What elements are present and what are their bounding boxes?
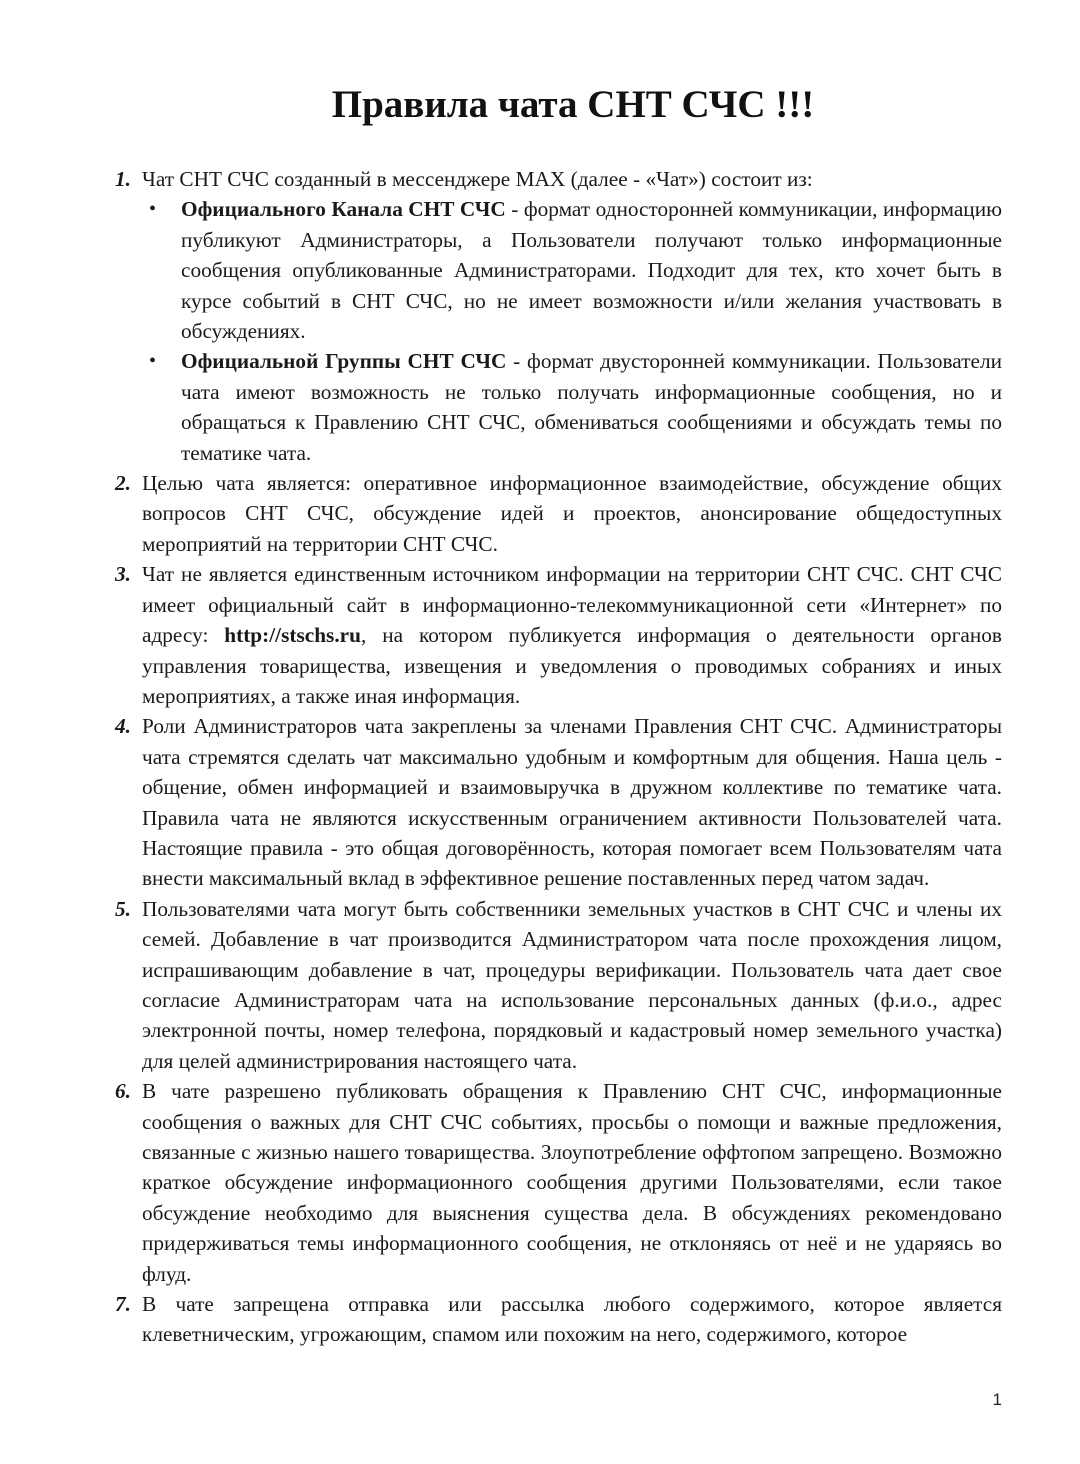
rule-text: Чат не является единственным источником информации на территории СНТ СЧС. СНТ СЧС имеет официальный сайт в информационно-телекоммуникационной сети «Интернет» по адресу:: [142, 562, 1002, 648]
page-number: 1: [992, 1390, 1002, 1409]
rule-text: Чат СНТ СЧС созданный в мессенджере MAX (далее - «Чат») состоит из:: [142, 167, 813, 191]
website-link[interactable]: http://stschs.ru: [224, 623, 361, 648]
bullet-item-channel: [142, 194, 1002, 346]
rule-text: В чате разрешено публиковать обращения к Правлению СНТ СЧС, информационные сообщения о важных для СНТ СЧС событиях, просьбы о помощи и важные предложения, связанные с жизнью нашего товарищества. Злоупотребление оффтопом запрещено. Возможно краткое обсуждение информационного сообщения другими Пользователями, если такое обсуждение необходимо для выяснения существа дела. В обсуждениях рекомендовано придерживаться темы информационного сообщения, не отклоняясь от неё и не ударяясь во флуд.: [142, 1079, 1002, 1286]
bullet-bold-term: Официальной Группы СНТ СЧС: [181, 349, 507, 374]
rule-item-1: [115, 164, 1002, 468]
rule-text: Целью чата является: оперативное информационное взаимодействие, обсуждение общих вопросов СНТ СЧС, обсуждение идей и проектов, анонсирование общедоступных мероприятий на территории СНТ СЧС.: [142, 471, 1002, 556]
rule-number: 7.: [115, 1292, 131, 1317]
rule-text: , на котором публикуется информация о деятельности органов управления товарищества, извещения и уведомления о проводимых собраниях и иных мероприятиях, а также иная информация.: [142, 623, 1002, 708]
bullet-text: - формат односторонней коммуникации, информацию публикуют Администраторы, а Пользователи получают только информационные сообщения опубликованные Администраторами. Подходит для тех, кто хочет быть в курсе событий в СНТ СЧС, но не имеет возможности и/или желания участвовать в обсуждениях.: [181, 197, 1002, 344]
rule-number: 2.: [115, 471, 131, 496]
rule-text: Пользователями чата могут быть собственники земельных участков в СНТ СЧС и члены их семей. Добавление в чат производится Администратором чата после прохождения лицом, испрашивающим добавление в чат, процедуры верификации. Пользователь чата дает свое согласие Администраторам чата на использование персональных данных (ф.и.о., адрес электронной почты, номер телефона, порядковый и кадастровый номер земельного участка) для целей администрирования настоящего чата.: [142, 896, 1002, 1073]
rule-number: 6.: [115, 1079, 131, 1104]
rule-text: Роли Администраторов чата закреплены за членами Правления СНТ СЧС. Администраторы чата стремятся сделать чат максимально удобным и комфортным для общения. Наша цель - общение, обмен информацией и взаимовыручка в дружном коллективе по тематике чата. Правила чата не являются искусственным ограничением активности Пользователей чата. Настоящие правила - это общая договорённость, которая помогает всем Пользователям чата внести максимальный вклад в эффективное решение поставленных перед чатом задач.: [142, 714, 1002, 891]
rule-item-3: [115, 559, 1002, 711]
bullet-list: [142, 194, 1002, 468]
rule-item-7: [115, 1289, 1002, 1350]
rules-list: [115, 164, 1002, 1350]
rule-item-2: [115, 468, 1002, 559]
rule-item-6: [115, 1076, 1002, 1289]
page-title: Правила чата СНТ СЧС !!!: [331, 83, 815, 126]
rule-item-4: [115, 711, 1002, 893]
rule-number: 1.: [115, 167, 131, 191]
bullet-bold-term: Официального Канала СНТ СЧС: [181, 197, 506, 222]
rule-text: В чате запрещена отправка или рассылка любого содержимого, которое является клеветническим, угрожающим, спамом или похожим на него, содержимого, которое: [142, 1292, 1002, 1347]
bullet-text: - формат двусторонней коммуникации. Пользователи чата имеют возможность не только получать информационные сообщения, но и обращаться к Правлению СНТ СЧС, обмениваться сообщениями и обсуждать темы по тематике чата.: [181, 349, 1002, 465]
bullet-item-group: [142, 346, 1002, 468]
bullet-dot-icon: •: [149, 350, 157, 373]
rule-number: 5.: [115, 896, 131, 921]
rule-number: 3.: [115, 562, 131, 587]
rule-number: 4.: [115, 714, 131, 739]
rule-item-5: [115, 894, 1002, 1076]
bullet-dot-icon: •: [149, 198, 157, 221]
